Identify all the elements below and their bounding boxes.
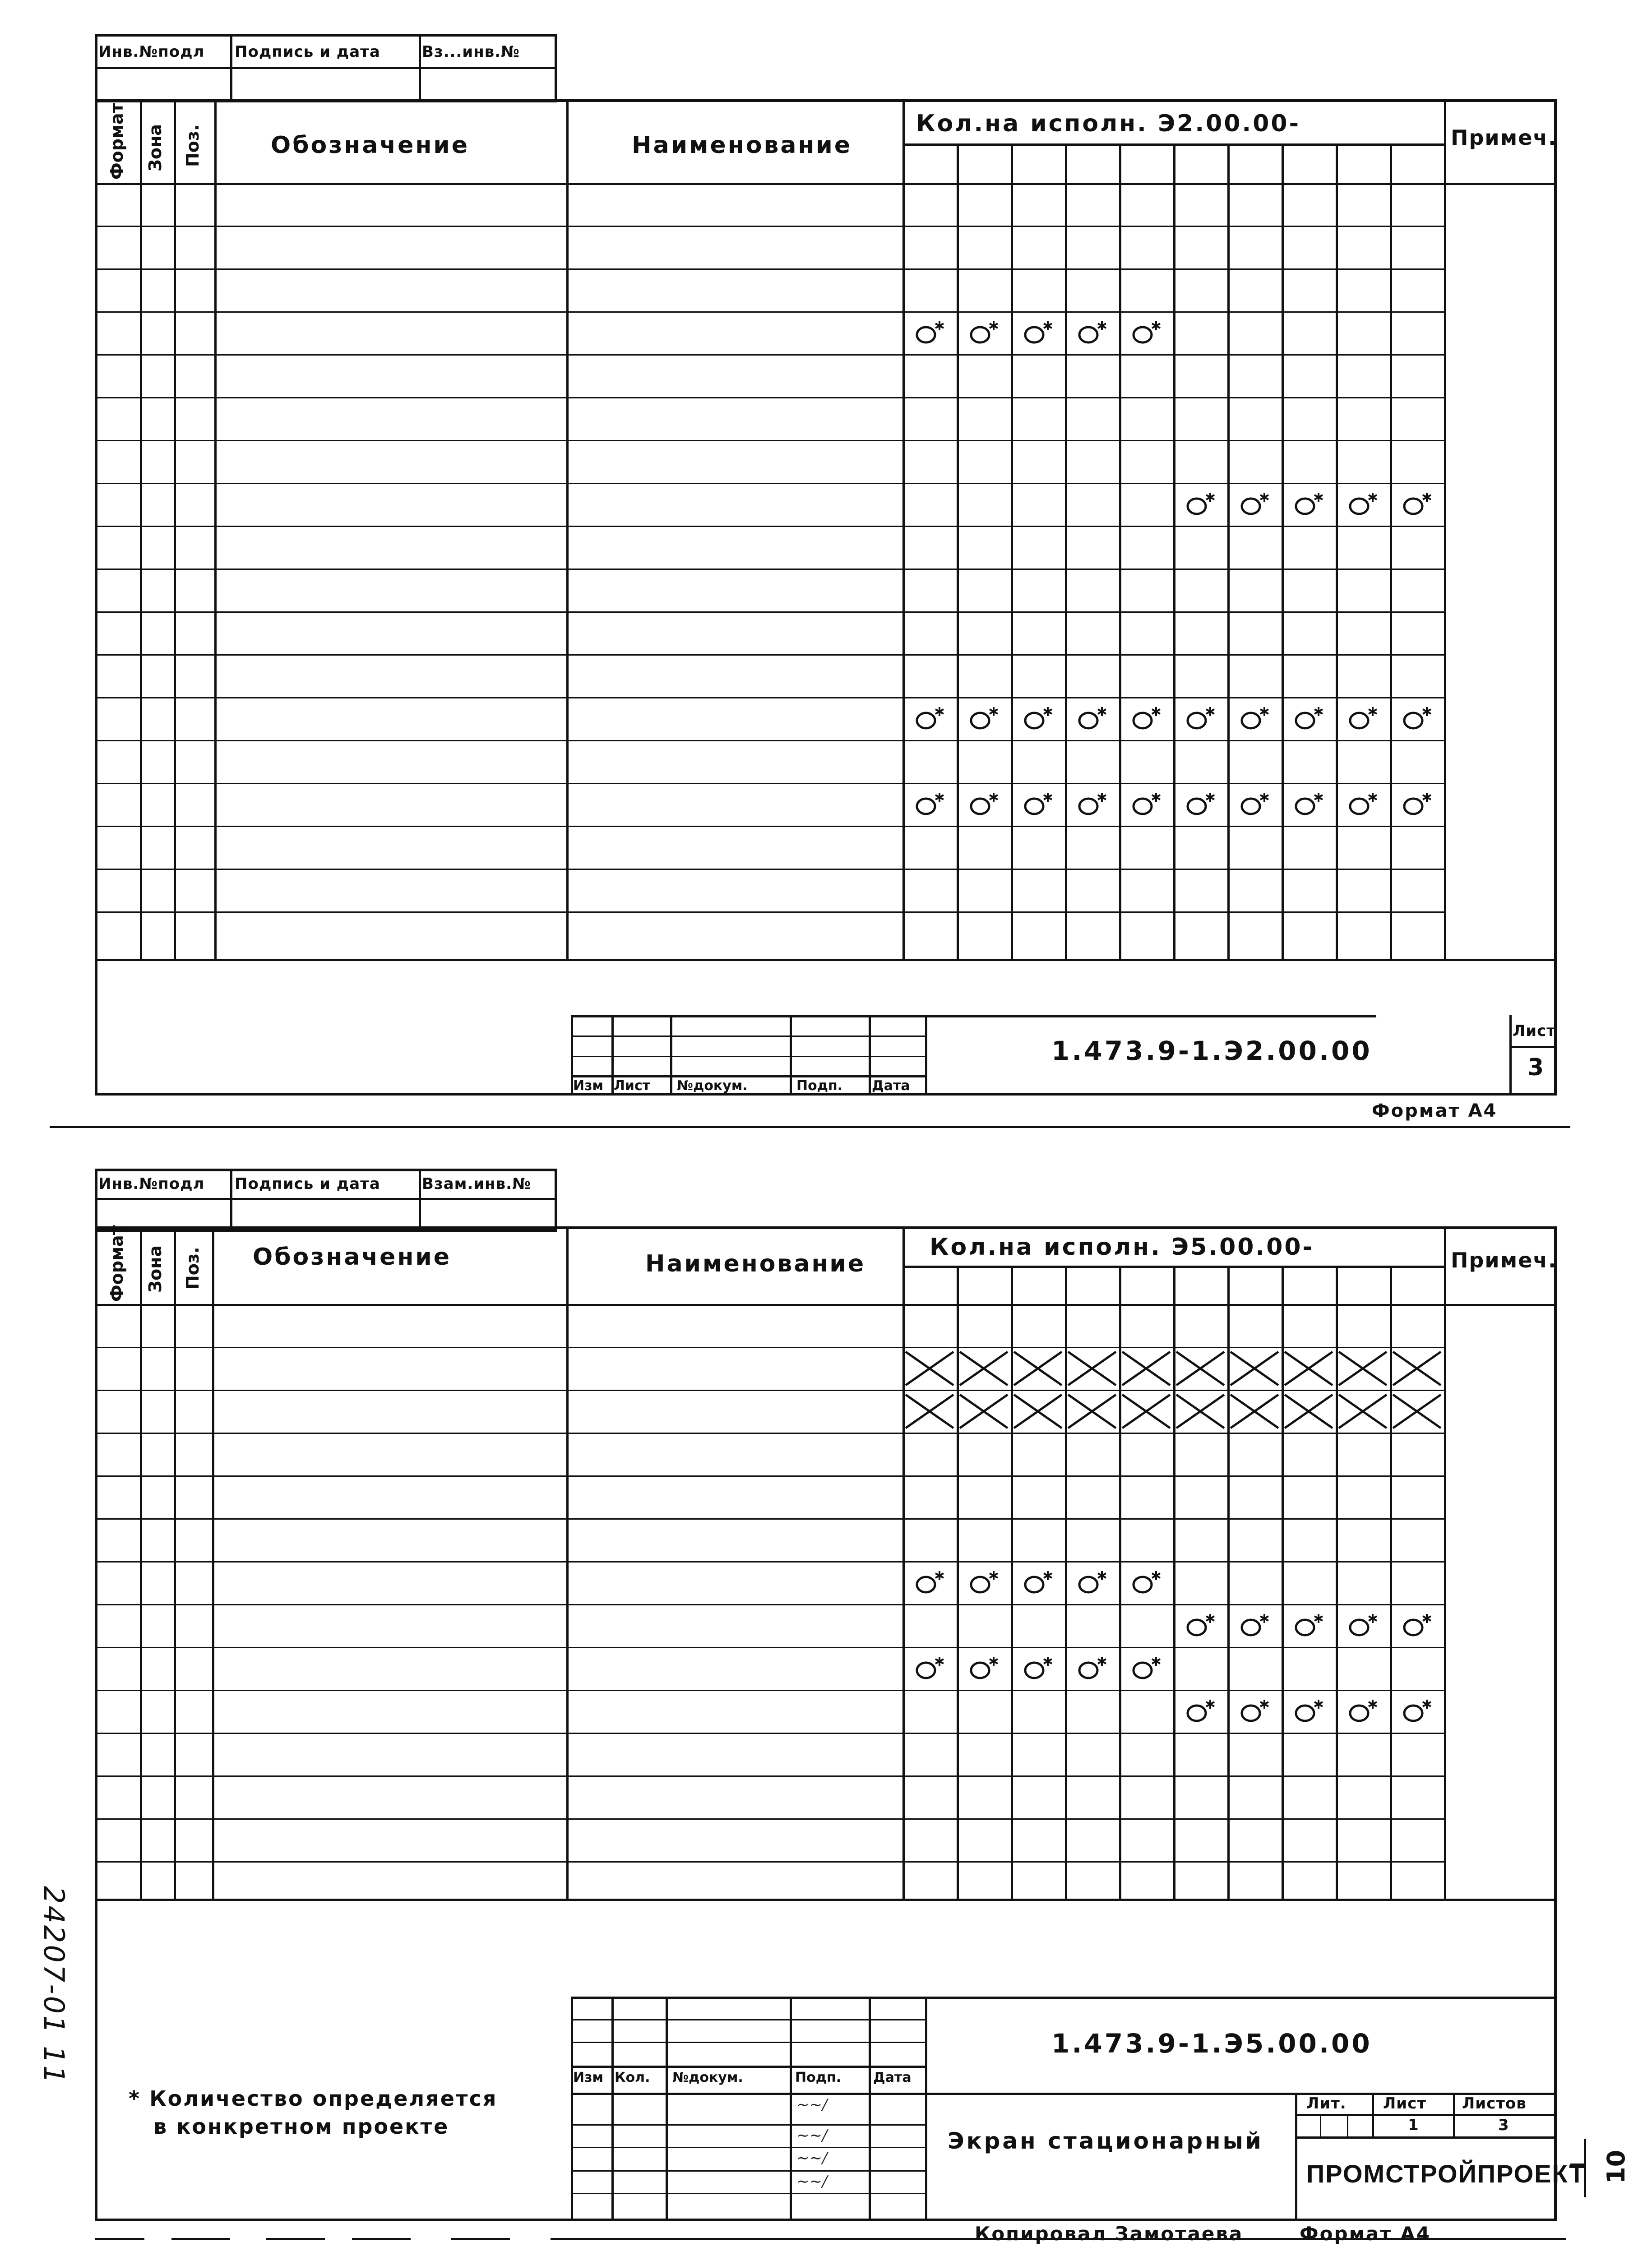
row-divider [95,569,1444,570]
row-divider [95,783,1444,784]
circle-asterisk-mark [1292,1612,1328,1638]
circle-asterisk-mark [1076,1655,1111,1681]
row-divider [95,1818,1444,1820]
circle-asterisk-mark [1184,491,1219,517]
circle-asterisk-mark [1238,1612,1273,1638]
circle-asterisk-mark [913,1655,949,1681]
sheet2-product-name: Экран стационарный [948,2128,1263,2154]
circle-asterisk-mark [1022,1569,1057,1595]
circle-asterisk-mark [1238,705,1273,731]
cross-mark [1011,1392,1064,1431]
sheet2-hdr-zona: Зона [145,1245,165,1293]
sheet1-tb-n-dokum: №докум. [677,1078,748,1094]
sheet2-tb-list-label: Лист [1383,2094,1426,2113]
circle-asterisk-mark [1022,319,1057,346]
row-divider [95,1561,1444,1563]
circle-asterisk-mark [1238,791,1273,817]
footnote-line-1: * Количество определяется [129,2086,498,2111]
row-divider [95,1733,1444,1734]
circle-asterisk-mark [1184,1698,1219,1724]
circle-asterisk-mark [1292,1698,1328,1724]
sheet2-tb-kol: Кол. [615,2070,650,2085]
sheet1-tb-list: Лист [614,1078,651,1094]
row-divider [95,826,1444,827]
sheet1-hdr-format: Формат [107,103,127,180]
cross-mark [1228,1392,1281,1431]
sheet2-hdr-kol: Кол.на исполн. Э5.00.00- [930,1234,1314,1261]
sheet1-podpis-data: Подпись и дата [235,43,380,61]
circle-asterisk-mark [1347,1698,1382,1724]
circle-asterisk-mark [1130,319,1165,346]
sheet-separator [50,1126,1570,1128]
row-divider [95,869,1444,870]
footnote-line-2: в конкретном проекте [153,2114,449,2139]
sheet2-vzam: Взам.инв.№ [422,1175,531,1193]
cross-mark [1336,1349,1389,1388]
cross-mark [957,1392,1010,1431]
copied-by: Копировал Замотаева [975,2223,1244,2245]
sheet1-vzam: Вз...инв.№ [422,43,520,61]
cross-mark [1120,1349,1173,1388]
sheet2-hdr-poz: Поз. [183,1247,203,1290]
cross-mark [1228,1349,1281,1388]
signature-image: ∼∼/ [796,2149,828,2167]
row-divider [95,268,1444,270]
row-divider [95,526,1444,527]
row-divider [95,311,1444,313]
row-divider [95,397,1444,398]
side-document-code: 24207-01 11 [37,1886,70,2085]
sheet2-format-label: Формат А4 [1300,2223,1431,2245]
cross-mark [1120,1392,1173,1431]
row-divider [95,1604,1444,1605]
circle-asterisk-mark [1184,1612,1219,1638]
sheet2-tb-izm: Изм [573,2070,604,2085]
sheet2-tb-code: 1.473.9-1.Э5.00.00 [1051,2028,1372,2059]
circle-asterisk-mark [967,319,1003,346]
cross-mark [903,1392,956,1431]
circle-asterisk-mark [1347,491,1382,517]
circle-asterisk-mark [1022,791,1057,817]
circle-asterisk-mark [1347,791,1382,817]
row-divider [95,483,1444,484]
circle-asterisk-mark [1130,791,1165,817]
sheet1-tb-list-label: Лист [1513,1022,1556,1040]
circle-asterisk-mark [1347,1612,1382,1638]
circle-asterisk-mark [913,705,949,731]
circle-asterisk-mark [1130,705,1165,731]
row-divider [95,1433,1444,1434]
sheet1-tb-data: Дата [872,1078,910,1094]
organization-name: ПРОМСТРОЙПРОЕКТ [1306,2159,1586,2188]
row-divider [95,654,1444,656]
cross-mark [1282,1349,1335,1388]
sheet1-hdr-poz: Поз. [183,124,203,167]
circle-asterisk-mark [967,791,1003,817]
circle-asterisk-mark [913,791,949,817]
circle-asterisk-mark [1401,1698,1436,1724]
row-divider [95,1475,1444,1477]
circle-asterisk-mark [1401,491,1436,517]
row-divider [95,1775,1444,1777]
row-divider [95,354,1444,356]
circle-asterisk-mark [1130,1569,1165,1595]
sheet2-tb-listov-label: Листов [1462,2094,1527,2113]
cross-mark [1390,1392,1444,1431]
circle-asterisk-mark [1076,1569,1111,1595]
circle-asterisk-mark [1292,705,1328,731]
row-divider [95,1690,1444,1691]
cross-mark [1065,1349,1119,1388]
circle-asterisk-mark [1076,705,1111,731]
signature-image: ∼∼/ [796,2173,828,2191]
cross-mark [1174,1392,1227,1431]
row-divider [95,611,1444,613]
cross-mark [1282,1392,1335,1431]
sheet1-tb-podp: Подп. [796,1078,843,1094]
circle-asterisk-mark [1292,791,1328,817]
circle-asterisk-mark [1022,705,1057,731]
row-divider [95,1861,1444,1863]
circle-asterisk-mark [1401,1612,1436,1638]
signature-image: ∼∼/ [796,2096,828,2114]
signature-image: ∼∼/ [796,2127,828,2145]
row-divider [95,1647,1444,1648]
circle-asterisk-mark [1238,1698,1273,1724]
circle-asterisk-mark [967,1655,1003,1681]
cross-mark [1174,1349,1227,1388]
sheet1-tb-izm: Изм [573,1078,604,1094]
sheet2-tb-list-num: 1 [1408,2116,1419,2134]
sheet1-hdr-kol: Кол.на исполн. Э2.00.00- [916,110,1301,137]
circle-asterisk-mark [1184,705,1219,731]
row-divider [95,1390,1444,1391]
row-divider [95,740,1444,741]
sheet2-tb-lit-label: Лит. [1306,2094,1347,2113]
sheet1-hdr-oboznachenie: Обозначение [271,132,470,159]
sheet1-hdr-naimenovanie: Наименование [632,132,852,159]
sheet2-hdr-oboznachenie: Обозначение [253,1244,452,1271]
page-number: 10 [1602,2150,1630,2184]
row-divider [95,697,1444,698]
row-divider [95,1518,1444,1520]
cross-mark [957,1349,1010,1388]
sheet2-tb-podp: Подп. [795,2070,842,2085]
circle-asterisk-mark [1401,705,1436,731]
circle-asterisk-mark [913,1569,949,1595]
sheet2-tb-listov-num: 3 [1498,2116,1509,2134]
circle-asterisk-mark [1238,491,1273,517]
row-divider [95,911,1444,913]
cross-mark [1390,1349,1444,1388]
circle-asterisk-mark [1347,705,1382,731]
cross-mark [1011,1349,1064,1388]
circle-asterisk-mark [1076,319,1111,346]
sheet2-inv-podl: Инв.№подл [98,1175,205,1193]
sheet2-hdr-format: Формат [107,1225,127,1302]
sheet1-hdr-zona: Зона [145,124,165,171]
circle-asterisk-mark [1130,1655,1165,1681]
circle-asterisk-mark [1184,791,1219,817]
circle-asterisk-mark [967,705,1003,731]
row-divider [95,226,1444,227]
sheet1-hdr-primech: Примеч. [1451,125,1557,150]
circle-asterisk-mark [1076,791,1111,817]
sheet1-inv-podl: Инв.№подл [98,43,205,61]
cross-mark [1065,1392,1119,1431]
circle-asterisk-mark [1022,1655,1057,1681]
cross-mark [903,1349,956,1388]
sheet2-podpis-data: Подпись и дата [235,1175,380,1193]
row-divider [95,440,1444,441]
cross-mark [1336,1392,1389,1431]
sheet1-tb-code: 1.473.9-1.Э2.00.00 [1051,1036,1372,1066]
sheet2-tb-n-dokum: №докум. [672,2070,743,2085]
circle-asterisk-mark [967,1569,1003,1595]
circle-asterisk-mark [1292,491,1328,517]
sheet2-hdr-naimenovanie: Наименование [645,1250,866,1277]
circle-asterisk-mark [1401,791,1436,817]
sheet1-format-label: Формат А4 [1372,1100,1498,1121]
sheet2-hdr-primech: Примеч. [1451,1248,1557,1272]
circle-asterisk-mark [913,319,949,346]
row-divider [95,1347,1444,1348]
sheet1-tb-list-num: 3 [1527,1054,1544,1081]
sheet2-tb-data: Дата [873,2070,912,2085]
